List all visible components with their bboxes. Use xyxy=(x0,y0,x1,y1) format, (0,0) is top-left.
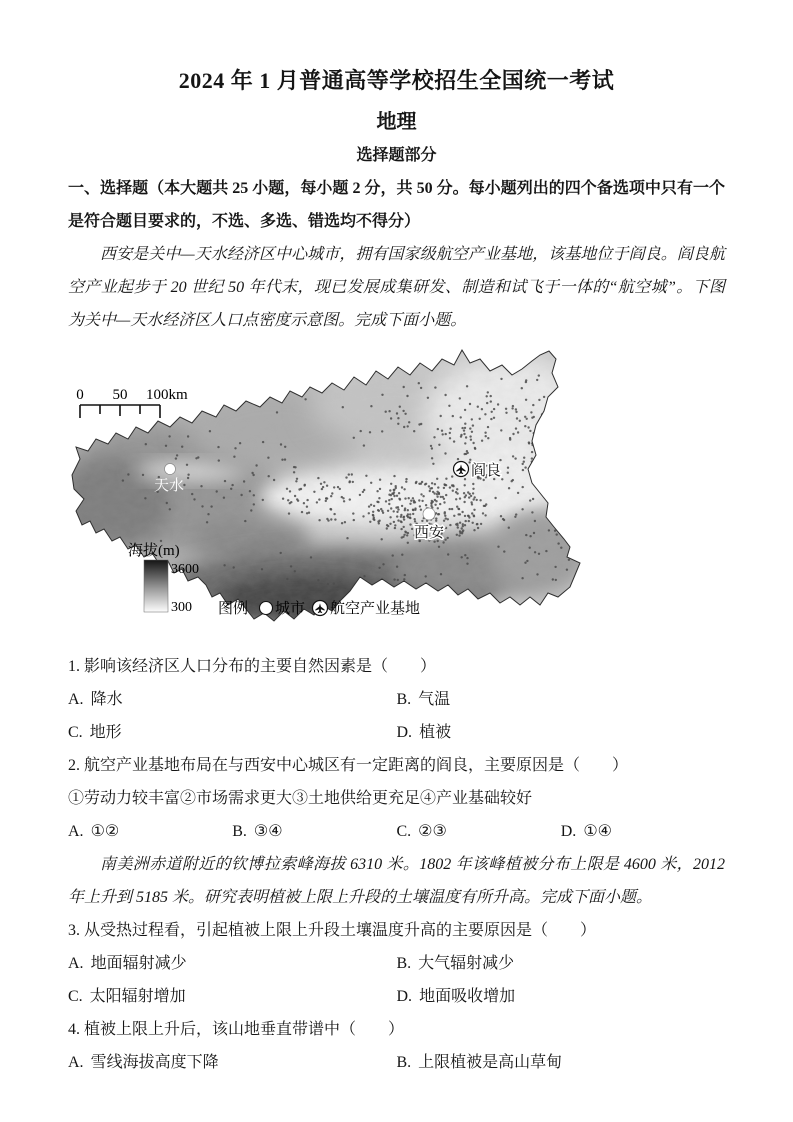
legend-base-icon xyxy=(313,601,328,616)
question-number: 4. xyxy=(68,1021,80,1038)
question-stem: 3. 从受热过程看，引起植被上限上升段土壤温度升高的主要原因是（ ） xyxy=(68,922,597,939)
page-title: 2024 年 1 月普通高等学校招生全国统一考试 xyxy=(178,68,615,93)
scale-bar xyxy=(76,387,188,418)
option-d: D. 植被 xyxy=(396,724,452,741)
option-b: B. 大气辐射减少 xyxy=(396,955,515,972)
option-c: C. ②③ xyxy=(396,823,447,840)
question-number: 2. xyxy=(68,757,80,774)
legend-base-label: 航空产业基地 xyxy=(330,601,421,617)
scale-label-50: 50 xyxy=(112,387,128,403)
population-density-map xyxy=(70,347,610,636)
city-marker-tianshui xyxy=(165,464,176,475)
option-c: C. 太阳辐射增加 xyxy=(68,988,186,1005)
question-stem: 1. 影响该经济区人口分布的主要自然因素是（ ） xyxy=(68,658,437,675)
elevation-max-label: 3600 xyxy=(171,562,199,577)
question-stem: 4. 植被上限上升后，该山地垂直带谱中（ ） xyxy=(68,1021,405,1038)
question-2 xyxy=(68,749,725,848)
option-c: C. 地形 xyxy=(68,724,122,741)
city-label-xian: 西安 xyxy=(414,525,445,541)
legend-city-label: 城市 xyxy=(275,601,306,617)
question-3 xyxy=(68,914,725,1013)
question-statements: ①劳动力较丰富②市场需求更大③土地供给更充足④产业基础较好 xyxy=(68,790,533,807)
subject-title: 地理 xyxy=(376,111,417,133)
option-b: B. ③④ xyxy=(232,823,283,840)
section-instruction: 一、选择题（本大题共 25 小题，每小题 2 分，共 50 分。每小题列出的四个备选项中只有一个是符合题目要求的，不选、多选、错选均不得分） xyxy=(68,180,725,230)
scale-bar-ruler xyxy=(80,405,160,418)
option-row xyxy=(68,815,725,848)
map-figure xyxy=(70,347,610,636)
base-label-yanliang: 阎良 xyxy=(471,463,502,479)
elevation-gradient-bar xyxy=(144,560,168,612)
option-a: A. ①② xyxy=(68,823,120,840)
scale-label-0: 0 xyxy=(76,387,84,403)
option-row xyxy=(68,947,725,1013)
elevation-min-label: 300 xyxy=(171,600,192,615)
option-b: B. 上限植被是高山草甸 xyxy=(396,1054,563,1071)
option-a: A. 地面辐射减少 xyxy=(68,955,187,972)
legend-title: 图例 xyxy=(218,601,249,617)
elevation-legend-title: 海拔(m) xyxy=(128,543,180,559)
page-content xyxy=(68,68,725,1079)
question-stem: 2. 航空产业基地布局在与西安中心城区有一定距离的阎良，主要原因是（ ） xyxy=(68,757,629,774)
option-d: D. 地面吸收增加 xyxy=(396,988,516,1005)
legend-city-icon xyxy=(260,602,273,615)
question-1 xyxy=(68,650,725,749)
question-4 xyxy=(68,1013,725,1079)
option-row xyxy=(68,1046,725,1079)
city-label-tianshui: 天水 xyxy=(154,478,185,494)
option-a: A. 降水 xyxy=(68,691,123,708)
option-row xyxy=(68,683,725,749)
city-marker-xian xyxy=(423,508,435,520)
aviation-base-marker xyxy=(454,462,469,477)
passage-chimborazo: 南美洲赤道附近的钦博拉索峰海拔 6310 米。1802 年该峰植被分布上限是 4600 米，2012 年上升到 5185 米。研究表明植被上限上升段的土壤温度有所升高。完成下面小题。 xyxy=(68,856,725,906)
option-d: D. ①④ xyxy=(560,823,612,840)
scale-label-100km: 100km xyxy=(146,387,188,403)
option-a: A. 雪线海拔高度下降 xyxy=(68,1054,219,1071)
question-number: 1. xyxy=(68,658,80,675)
option-b: B. 气温 xyxy=(396,691,451,708)
question-number: 3. xyxy=(68,922,80,939)
section-title: 选择题部分 xyxy=(356,147,437,164)
passage-guanzhong: 西安是关中—天水经济区中心城市，拥有国家级航空产业基地，该基地位于阎良。阎良航空产业起步于 20 世纪 50 年代末，现已发展成集研发、制造和试飞于一体的“航空城”。下图为关中—天水经济区人口点密度示意图。完成下面小题。 xyxy=(68,246,725,329)
